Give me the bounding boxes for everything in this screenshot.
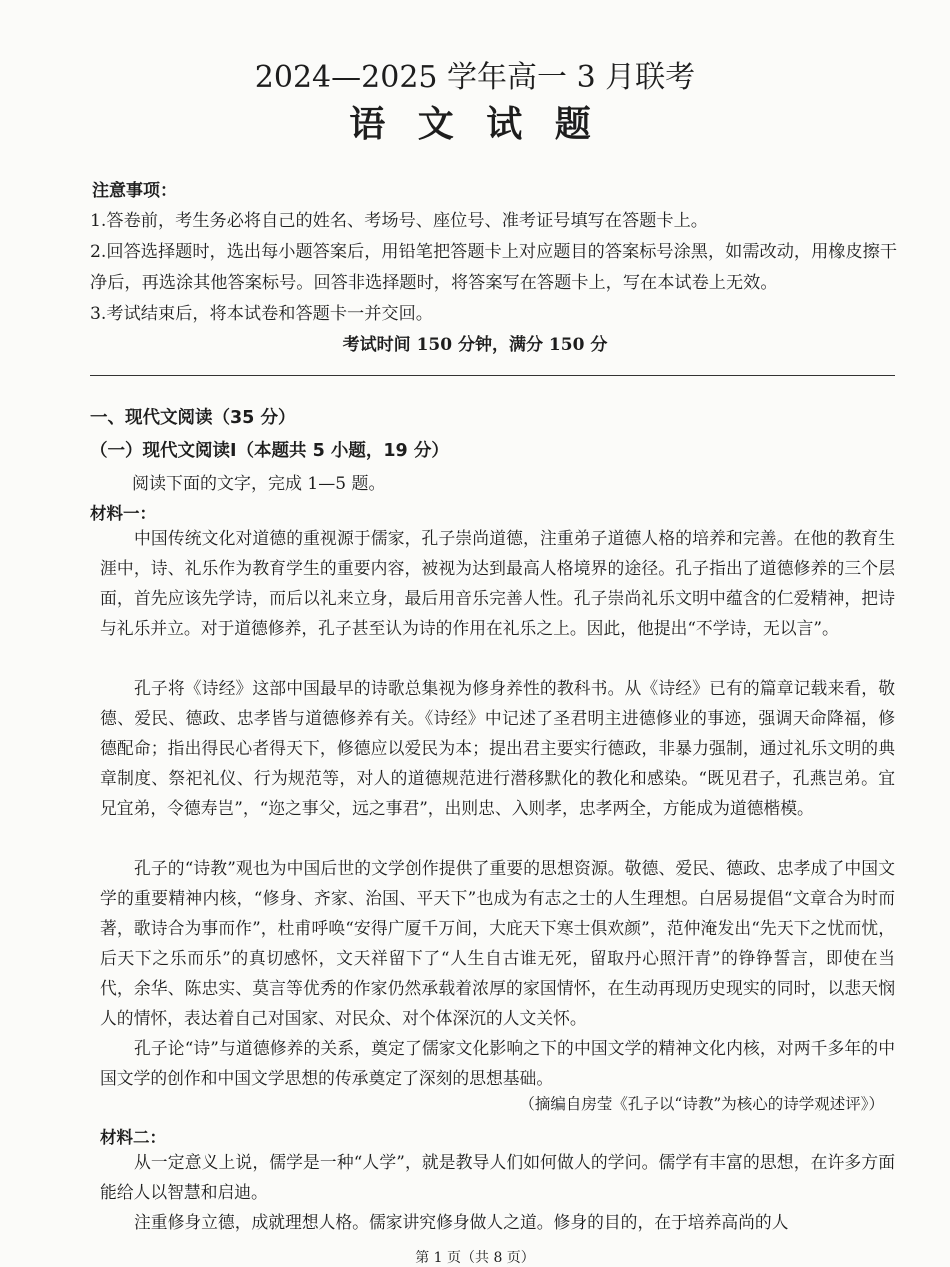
material-2-paragraph: 从一定意义上说，儒学是一种“人学”，就是教导人们如何做人的学问。儒学有丰富的思想，在许多方面能给人以智慧和启迪。 — [100, 1152, 895, 1202]
notice-heading: 注意事项： — [92, 181, 177, 201]
divider — [90, 375, 895, 376]
material-1-source: （摘编自房莹《孔子以“诗教”为核心的诗学观述评》） — [519, 1095, 884, 1113]
exam-subject-title: 语 文 试 题 — [349, 104, 601, 145]
material-1-paragraph: 孔子将《诗经》这部中国最早的诗歌总集视为修身养性的教科书。从《诗经》已有的篇章记载来看，敬德、爱民、德政、忠孝皆与道德修养有关。《诗经》中记述了圣君明主进德修业的事迹，强调天命降福，修德配命；指出得民心者得天下，修德应以爱民为本；提出君主要实行德政，非暴力强制，通过礼乐文明的典章制度、祭祀礼仪、行为规范等，对人的道德规范进行潜移默化的教化和感染。“既见君子，孔燕岂弟。宜兄宜弟，令德寿岂”，“迩之事父，远之事君”，出则忠、入则孝，忠孝两全，方能成为道德楷模。 — [100, 678, 895, 818]
exam-time: 考试时间 150 分钟，满分 150 分 — [342, 335, 608, 355]
section-heading: 一、现代文阅读（35 分） — [90, 408, 296, 428]
material-1-paragraph: 中国传统文化对道德的重视源于儒家，孔子崇尚道德，注重弟子道德人格的培养和完善。在他的教育生涯中，诗、礼乐作为教育学生的重要内容，被视为达到最高人格境界的途径。孔子指出了道德修养的三个层面，首先应该先学诗，而后以礼来立身，最后用音乐完善人性。孔子崇尚礼乐文明中蕴含的仁爱精神，把诗与礼乐并立。对于道德修养，孔子甚至认为诗的作用在礼乐之上。因此，他提出“不学诗，无以言”。 — [100, 528, 895, 638]
exam-title: 2024—2025 学年高一 3 月联考 — [254, 60, 696, 95]
material-2-label: 材料二： — [100, 1128, 166, 1147]
notice-item-2: 2.回答选择题时，选出每小题答案后，用铅笔把答题卡上对应题目的答案标号涂黑，如需改动，用橡皮擦干净后，再选涂其他答案标号。回答非选择题时，将答案写在答题卡上，写在本试卷上无效。 — [90, 242, 898, 293]
page-footer: 第 1 页（共 8 页） — [415, 1250, 535, 1266]
reading-instruction: 阅读下面的文字，完成 1—5 题。 — [132, 474, 386, 494]
notice-item-3: 3.考试结束后，将本试卷和答题卡一并交回。 — [90, 304, 433, 324]
material-1-paragraph: 孔子论“诗”与道德修养的关系，奠定了儒家文化影响之下的中国文学的精神文化内核，对两千多年的中国文学的创作和中国文学思想的传承奠定了深刻的思想基础。 — [100, 1038, 895, 1088]
subsection-heading: （一）现代文阅读Ⅰ（本题共 5 小题，19 分） — [90, 441, 449, 461]
material-1-label: 材料一： — [90, 504, 156, 523]
material-2-paragraph: 注重修身立德，成就理想人格。儒家讲究修身做人之道。修身的目的，在于培养高尚的人 — [134, 1212, 789, 1232]
notice-item-1: 1.答卷前，考生务必将自己的姓名、考场号、座位号、准考证号填写在答题卡上。 — [90, 211, 708, 231]
material-1-paragraph: 孔子的“诗教”观也为中国后世的文学创作提供了重要的思想资源。敬德、爱民、德政、忠孝成了中国文学的重要精神内核，“修身、齐家、治国、平天下”也成为有志之士的人生理想。白居易提倡“文章合为时而著，歌诗合为事而作”，杜甫呼唤“安得广厦千万间，大庇天下寒士俱欢颜”，范仲淹发出“先天下之忧而忧，后天下之乐而乐”的真切感怀，文天祥留下了“人生自古谁无死，留取丹心照汗青”的铮铮誓言，即使在当代，余华、陈忠实、莫言等优秀的作家仍然承载着浓厚的家国情怀，在生动再现历史现实的同时，以悲天悯人的情怀，表达着自己对国家、对民众、对个体深沉的人文关怀。 — [100, 858, 895, 1028]
